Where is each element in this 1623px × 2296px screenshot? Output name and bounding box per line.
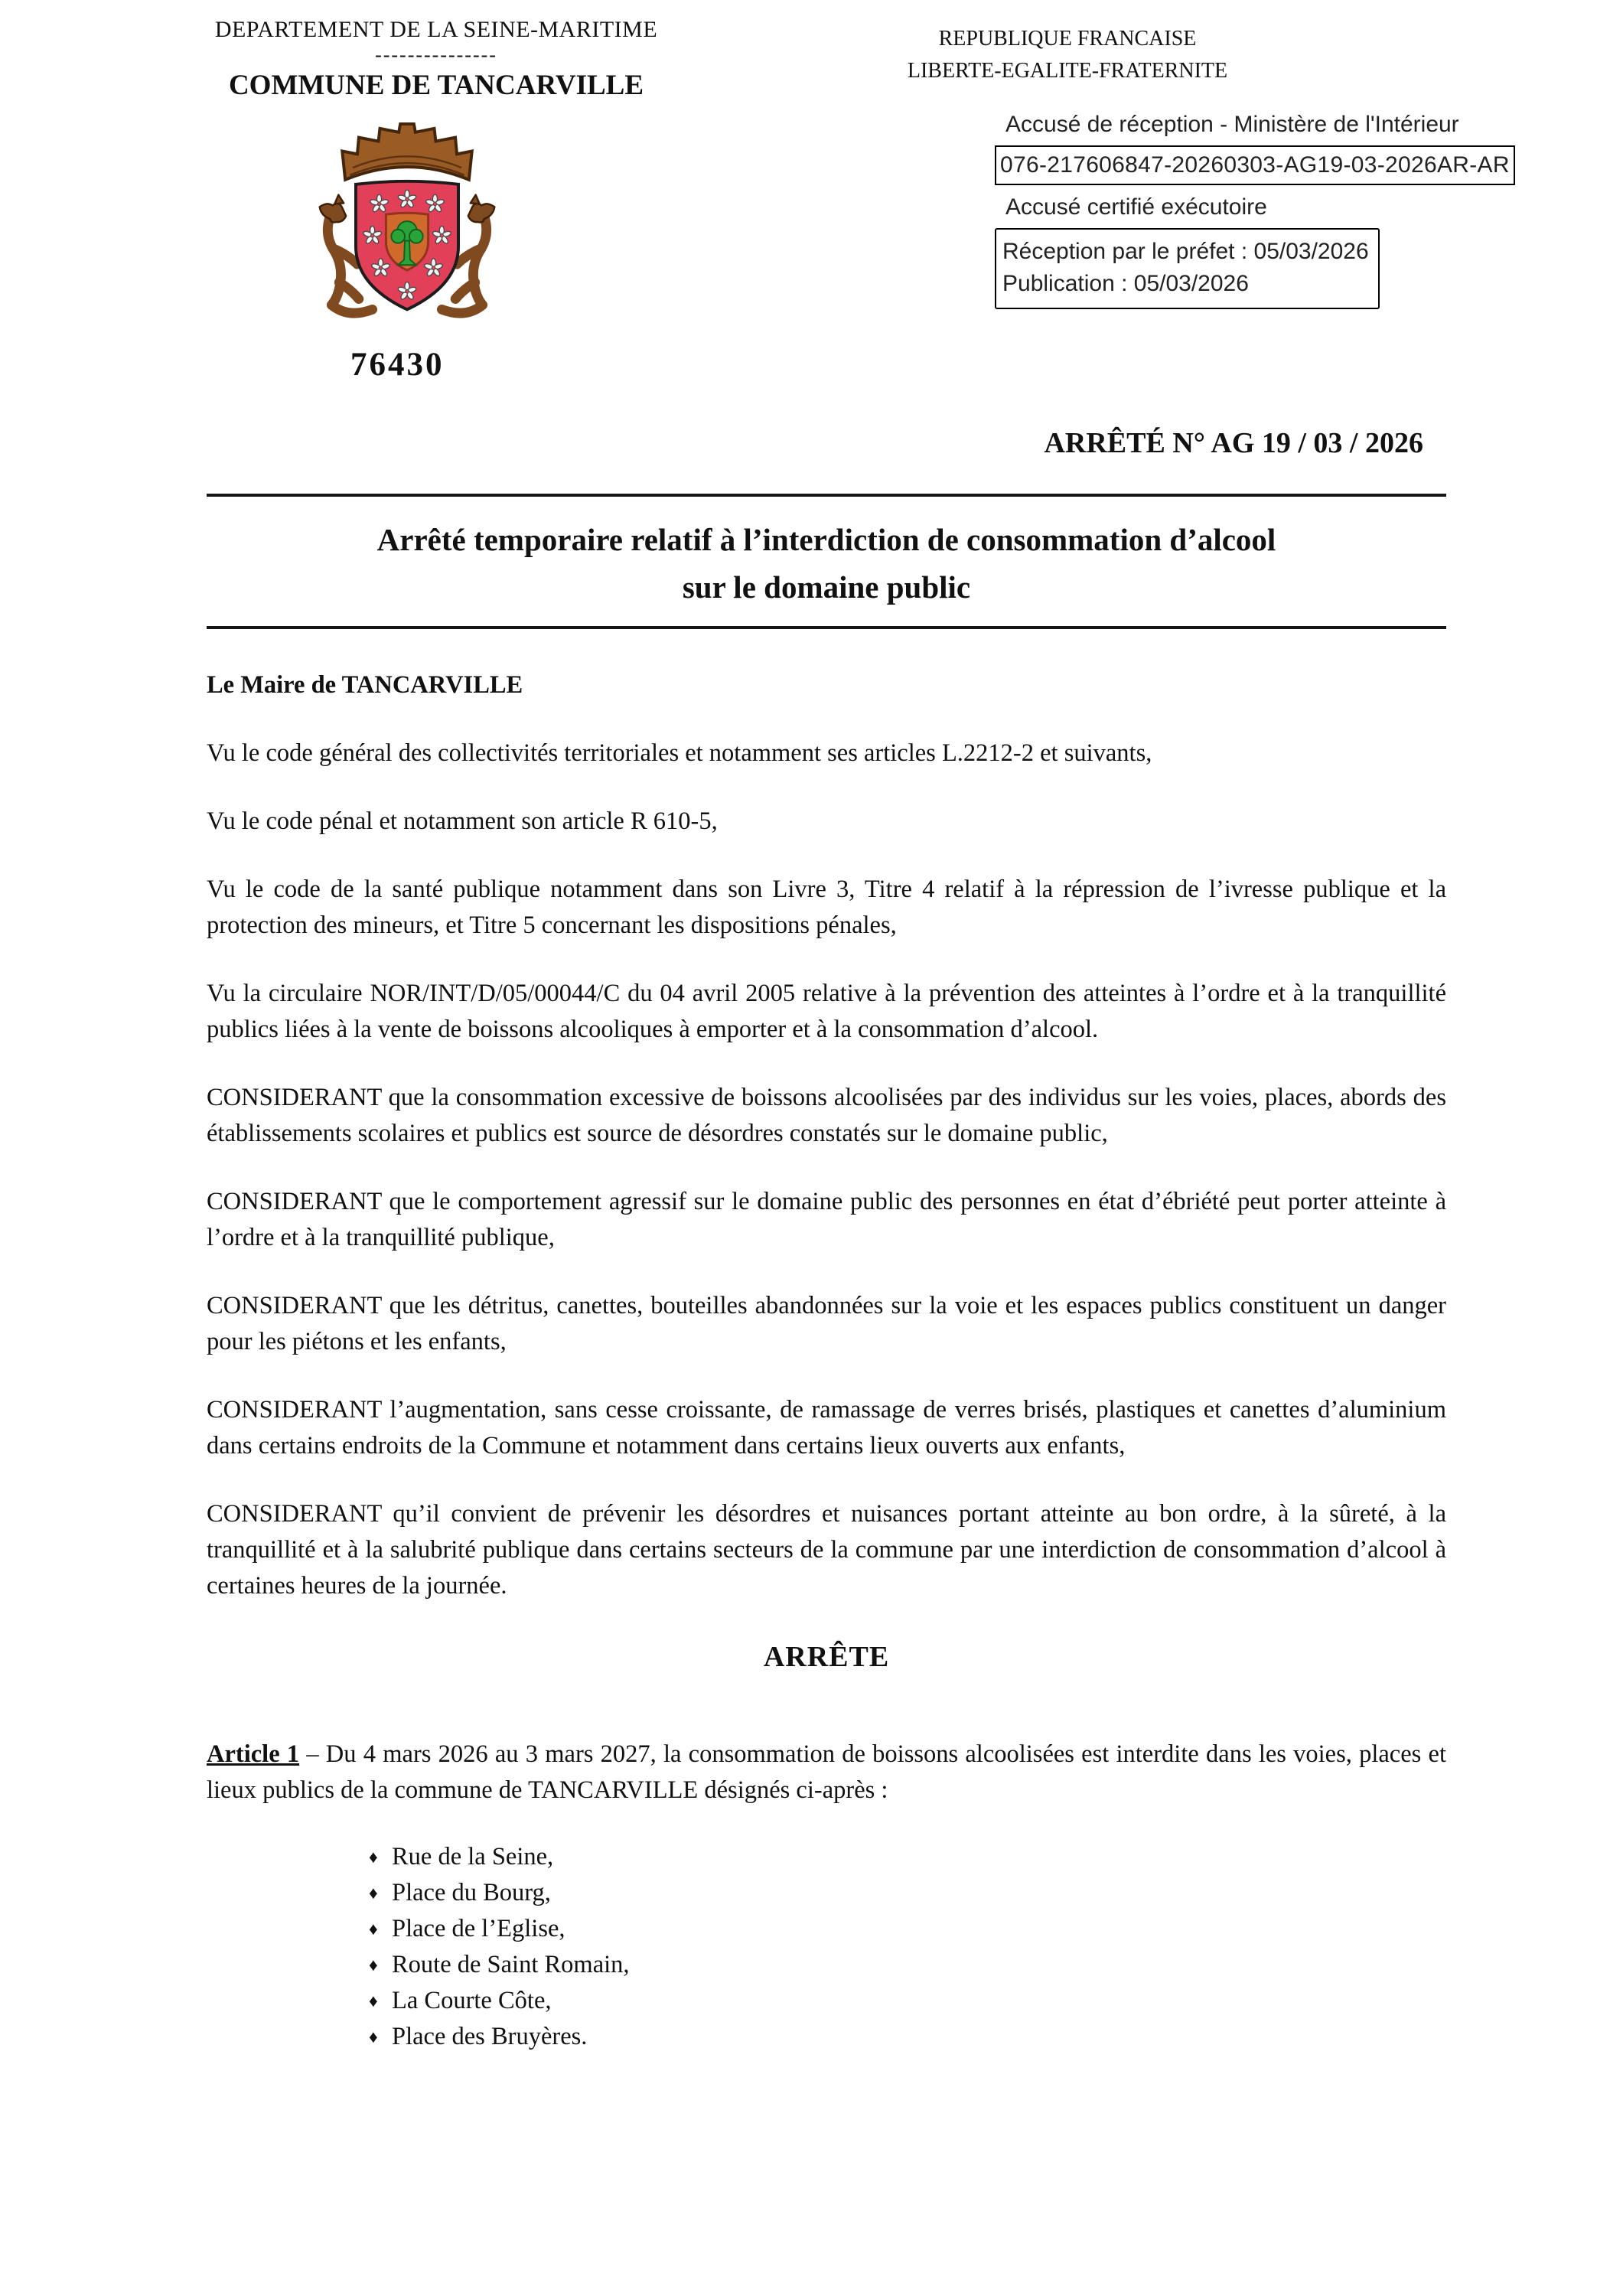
- diamond-bullet-icon: ♦: [369, 1883, 378, 1903]
- place-name: Rue de la Seine,: [392, 1843, 554, 1870]
- diamond-bullet-icon: ♦: [369, 1991, 378, 2011]
- vu-paragraph: Vu le code général des collectivités territoriales et notamment ses articles L.2212-2 et suivants,: [207, 739, 1152, 767]
- place-name: Route de Saint Romain,: [392, 1951, 630, 1978]
- arrete-heading: ARRÊTE: [763, 1641, 890, 1673]
- diamond-bullet-icon: ♦: [369, 1919, 378, 1939]
- place-name: Place de l’Eglise,: [392, 1915, 565, 1942]
- considerant-paragraph: CONSIDERANT que les détritus, canettes, bouteilles abandonnées sur la voie et les espaces publics constituent un danger pour les piétons et les enfants,: [207, 1292, 1446, 1355]
- accuse-reception-label: Accusé de réception - Ministère de l'Intérieur: [1005, 112, 1459, 137]
- document-title: [207, 516, 1446, 611]
- vu-paragraph: Vu le code pénal et notamment son article R 610-5,: [207, 807, 718, 835]
- article-1-text: – Du 4 mars 2026 au 3 mars 2027, la consommation de boissons alcoolisées est interdite dans les voies, places et lieux publics de la commune de TANCARVILLE désignés ci-après :: [207, 1740, 1446, 1804]
- list-item: [369, 1875, 1446, 1911]
- maire-line: Le Maire de TANCARVILLE: [207, 671, 523, 699]
- devise-line: LIBERTE-EGALITE-FRATERNITE: [907, 59, 1228, 83]
- considerant-paragraph: CONSIDERANT qu’il convient de prévenir les désordres et nuisances portant atteinte au bon ordre, à la sûreté, à la tranquillité et à la salubrité publique dans certains secteurs de la commune par une interdiction de consommation d’alcool à certaines heures de la journée.: [207, 1500, 1446, 1600]
- department-name: DEPARTEMENT DE LA SEINE-MARITIME: [214, 17, 658, 42]
- list-item: [369, 1983, 1446, 2019]
- place-name: Place des Bruyères.: [392, 2023, 588, 2050]
- list-item: [369, 1839, 1446, 1875]
- list-item: [369, 1947, 1446, 1983]
- diamond-bullet-icon: ♦: [369, 2027, 378, 2047]
- vu-paragraph: Vu le code de la santé publique notamment dans son Livre 3, Titre 4 relatif à la répression de l’ivresse publique et la protection des mineurs, et Titre 5 concernant les dispositions pénales,: [207, 876, 1446, 939]
- considerant-paragraph: CONSIDERANT que le comportement agressif sur le domaine public des personnes en état d’ébriété peut porter atteinte à l’ordre et à la tranquillité publique,: [207, 1188, 1446, 1251]
- commune-name: COMMUNE DE TANCARVILLE: [228, 70, 644, 101]
- list-item: [369, 2019, 1446, 2055]
- accuse-certifie-label: Accusé certifié exécutoire: [1005, 194, 1267, 220]
- postal-code: 76430: [350, 347, 445, 383]
- article-1-paragraph: [207, 1737, 1446, 1808]
- publication-date: Publication : 05/03/2026: [1002, 271, 1249, 296]
- diamond-bullet-icon: ♦: [369, 1848, 378, 1867]
- vu-paragraph: Vu la circulaire NOR/INT/D/05/00044/C du 04 avril 2005 relative à la prévention des atteintes à l’ordre et à la tranquillité publics liées à la vente de boissons alcooliques à emporter et à la consommation d’alcool.: [207, 980, 1446, 1043]
- list-item: [369, 1911, 1446, 1947]
- article-1-label: Article 1: [207, 1740, 300, 1768]
- title-line-1: Arrêté temporaire relatif à l’interdiction de consommation d’alcool: [376, 522, 1276, 557]
- document-body: [207, 0, 1446, 2055]
- place-name: Place du Bourg,: [392, 1879, 551, 1906]
- separator-dashes: ---------------: [375, 44, 497, 66]
- republique-line: REPUBLIQUE FRANCAISE: [938, 27, 1197, 51]
- places-list: [369, 1839, 1446, 2055]
- considerant-paragraph: CONSIDERANT que la consommation excessive de boissons alcoolisées par des individus sur les voies, places, abords des établissements scolaires et publics est source de désordres constatés sur le domaine public,: [207, 1084, 1446, 1147]
- horizontal-rule-top: [207, 494, 1446, 497]
- diamond-bullet-icon: ♦: [369, 1955, 378, 1975]
- prefet-reception-date: Réception par le préfet : 05/03/2026: [1002, 239, 1369, 264]
- considerant-paragraph: CONSIDERANT l’augmentation, sans cesse croissante, de ramassage de verres brisés, plastiques et canettes d’aluminium dans certains endroits de la Commune et notamment dans certains lieux ouverts aux enfants,: [207, 1396, 1446, 1459]
- place-name: La Courte Côte,: [392, 1987, 552, 2014]
- arrete-number: ARRÊTÉ N° AG 19 / 03 / 2026: [1044, 427, 1423, 459]
- title-line-2: sur le domaine public: [682, 569, 971, 605]
- accuse-reference-box: 076-217606847-20260303-AG19-03-2026AR-AR: [995, 145, 1515, 185]
- horizontal-rule-bottom: [207, 626, 1446, 629]
